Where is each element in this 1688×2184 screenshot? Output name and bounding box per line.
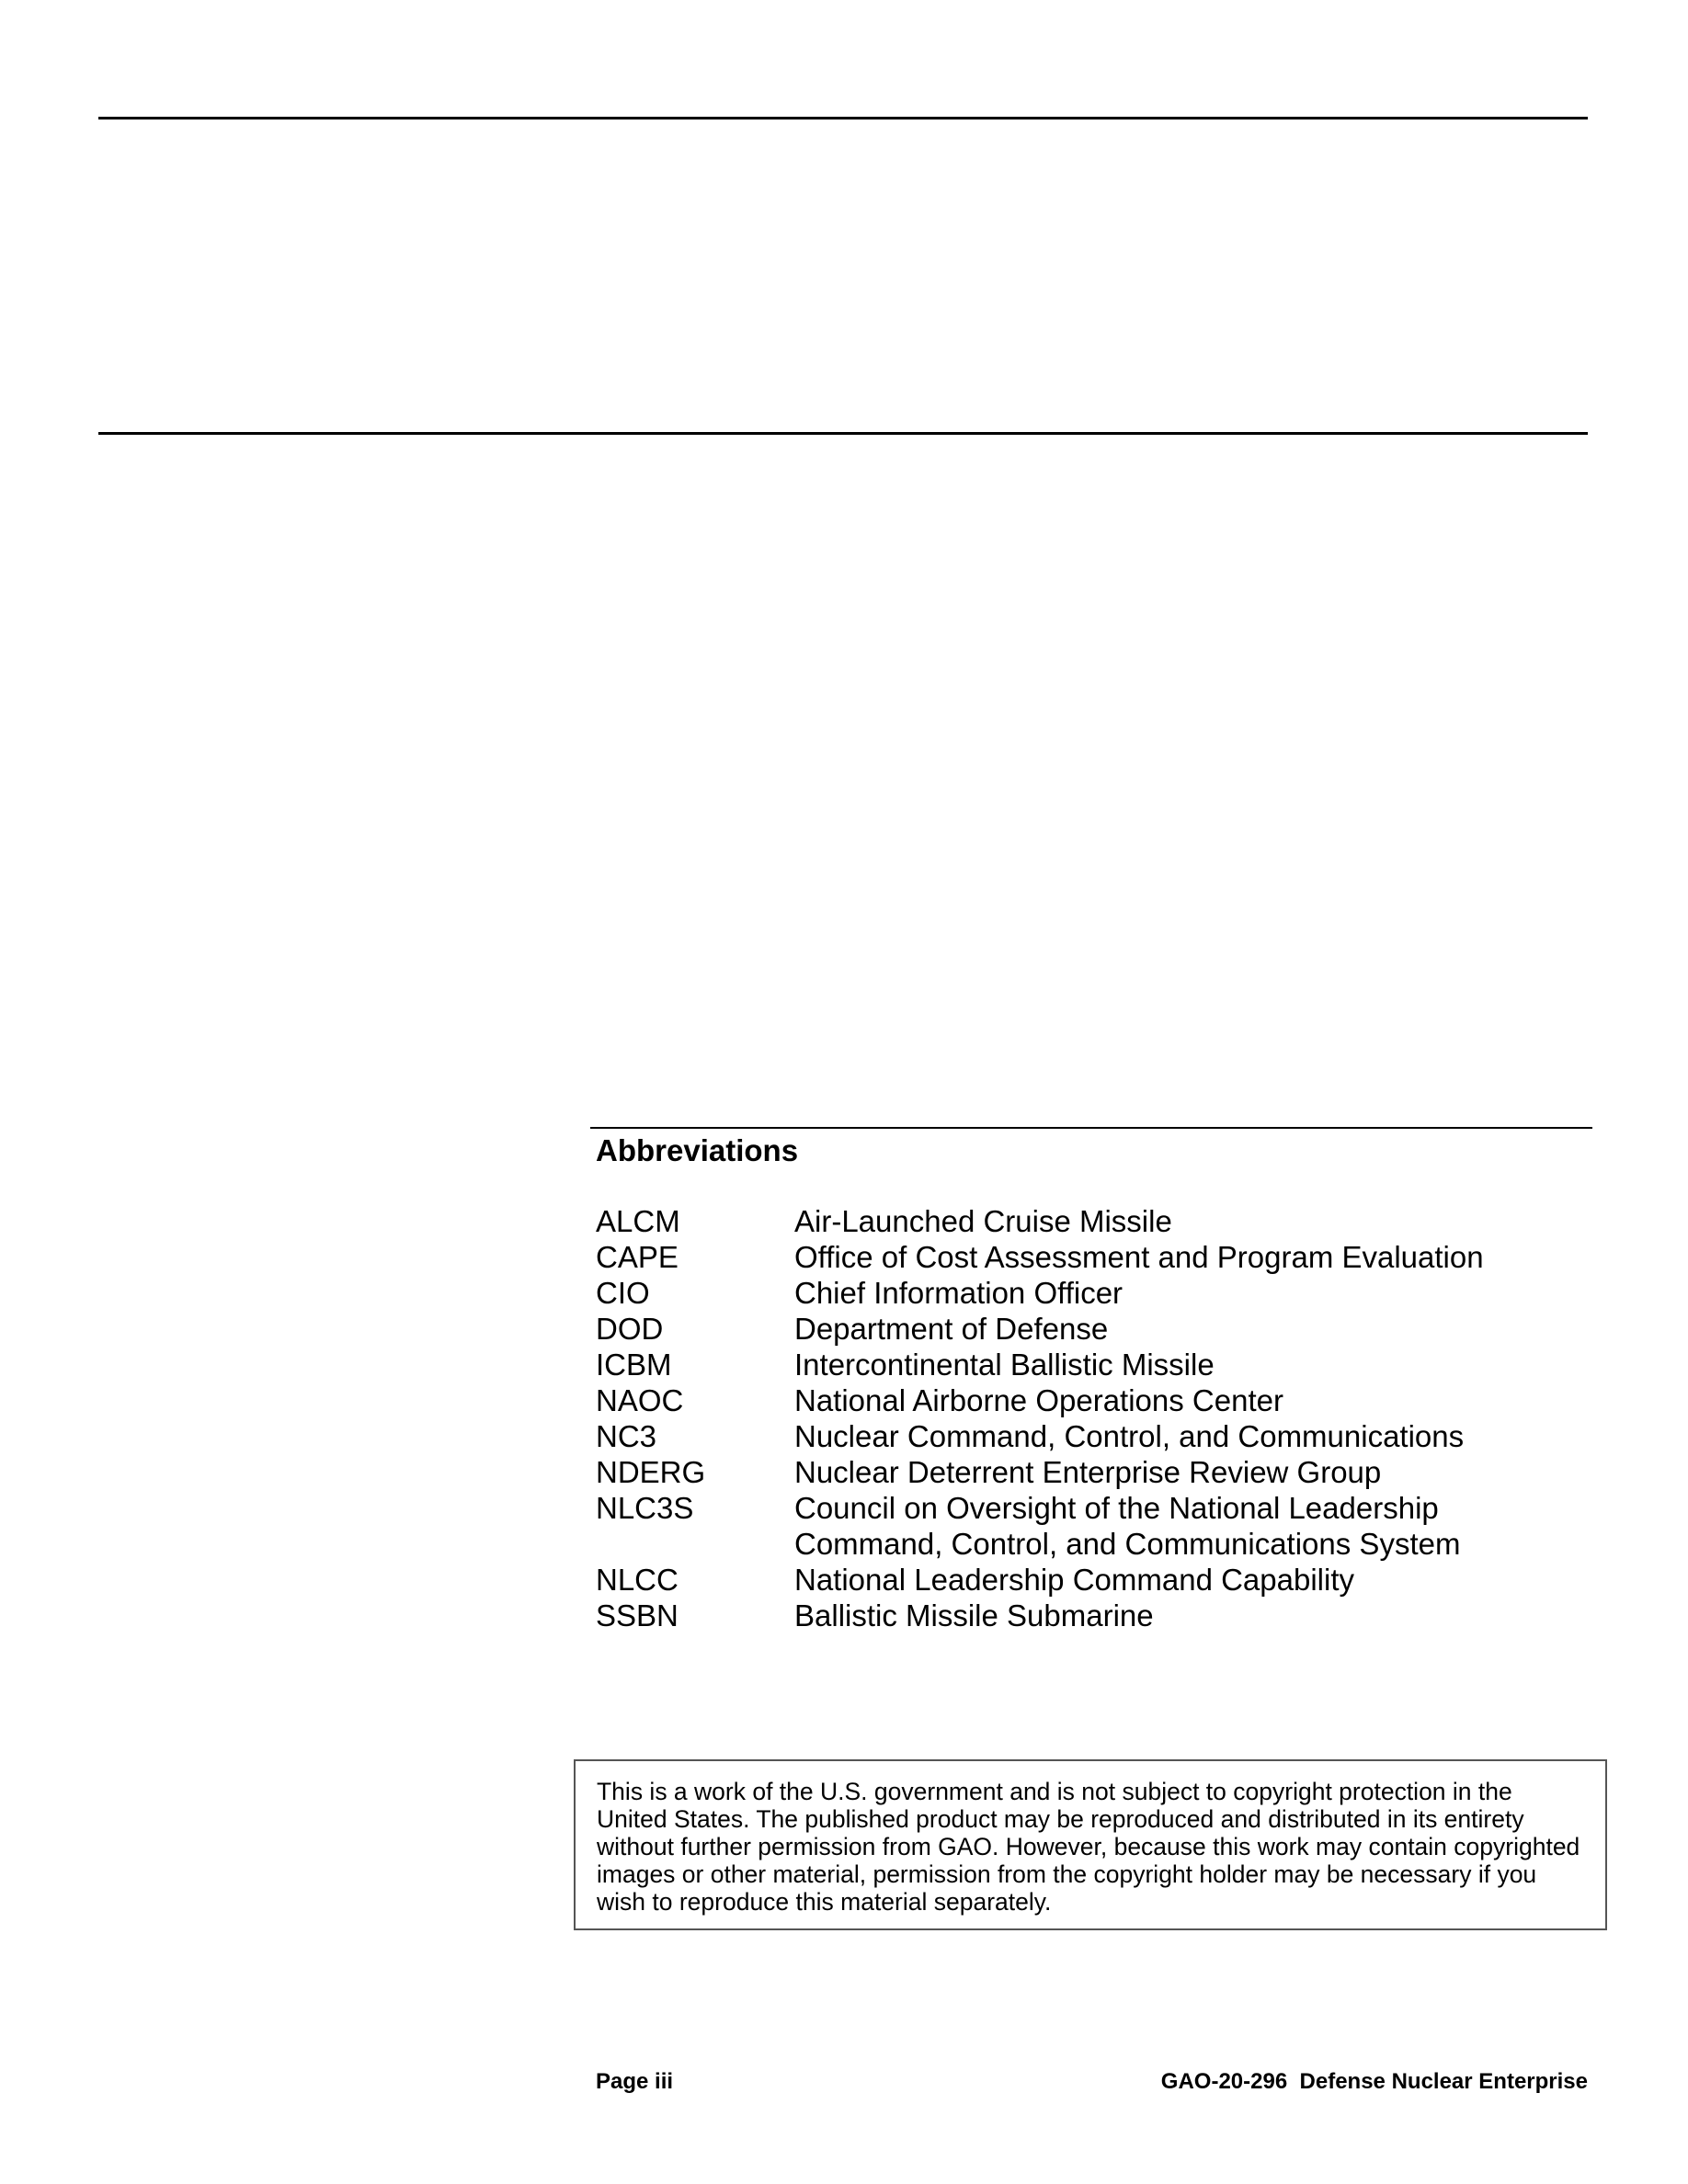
abbreviation-definition: Chief Information Officer: [794, 1276, 1123, 1310]
abbreviation-definition: Air-Launched Cruise Missile: [794, 1204, 1172, 1238]
copyright-notice-box: [574, 1759, 1607, 1930]
abbreviation-term: CIO: [596, 1276, 650, 1310]
abbreviation-term: NLC3S: [596, 1491, 694, 1525]
abbreviation-row: [596, 1347, 1589, 1382]
abbreviation-definition: Office of Cost Assessment and Program Evaluation: [794, 1240, 1484, 1274]
abbreviation-definition: Nuclear Command, Control, and Communications: [794, 1419, 1465, 1453]
abbreviation-row: [596, 1454, 1589, 1490]
report-title: Defense Nuclear Enterprise: [1299, 2069, 1588, 2094]
abbreviation-term: DOD: [596, 1312, 664, 1346]
abbreviation-row: [596, 1418, 1589, 1454]
abbreviation-definition: Nuclear Deterrent Enterprise Review Group: [794, 1455, 1382, 1489]
abbreviation-definition: Council on Oversight of the National Leadership Command, Control, and Communications System: [794, 1491, 1461, 1561]
abbreviation-definition: Ballistic Missile Submarine: [794, 1598, 1154, 1632]
abbreviation-row: [596, 1562, 1589, 1598]
abbreviation-term: ICBM: [596, 1348, 672, 1382]
abbreviation-row: [596, 1490, 1589, 1562]
abbreviation-term: NDERG: [596, 1455, 706, 1489]
abbreviation-row: [596, 1203, 1589, 1239]
abbreviation-row: [596, 1598, 1589, 1633]
abbreviations-heading: Abbreviations: [596, 1133, 799, 1167]
abbreviation-term: NC3: [596, 1419, 657, 1453]
page-number: Page iii: [596, 2069, 674, 2094]
abbreviation-definition: National Airborne Operations Center: [794, 1383, 1283, 1417]
second-rule: [98, 432, 1588, 435]
abbreviation-term: NLCC: [596, 1563, 679, 1597]
abbreviation-row: [596, 1311, 1589, 1347]
abbreviation-term: CAPE: [596, 1240, 679, 1274]
abbreviation-definition: National Leadership Command Capability: [794, 1563, 1355, 1597]
abbreviation-term: SSBN: [596, 1598, 679, 1632]
abbreviation-row: [596, 1275, 1589, 1311]
abbreviations-rule: [590, 1127, 1592, 1129]
abbreviation-definition: Department of Defense: [794, 1312, 1109, 1346]
abbreviation-term: NAOC: [596, 1383, 684, 1417]
abbreviation-row: [596, 1239, 1589, 1275]
abbreviation-definition: Intercontinental Ballistic Missile: [794, 1348, 1215, 1382]
report-identifier: [1161, 2068, 1588, 2096]
copyright-notice-text: This is a work of the U.S. government and is not subject to copyright protection in the United States. The published product may be reproduced and distributed in its entirety without further permission from GAO. However, because this work may contain copyrighted images or other material, permission from the copyright holder may be necessary if you wish to reproduce this material separately.: [597, 1778, 1580, 1916]
report-id: GAO-20-296: [1160, 2069, 1288, 2094]
abbreviation-term: ALCM: [596, 1204, 680, 1238]
abbreviation-row: [596, 1382, 1589, 1418]
abbreviations-list: [596, 1203, 1589, 1633]
top-rule: [98, 117, 1588, 119]
